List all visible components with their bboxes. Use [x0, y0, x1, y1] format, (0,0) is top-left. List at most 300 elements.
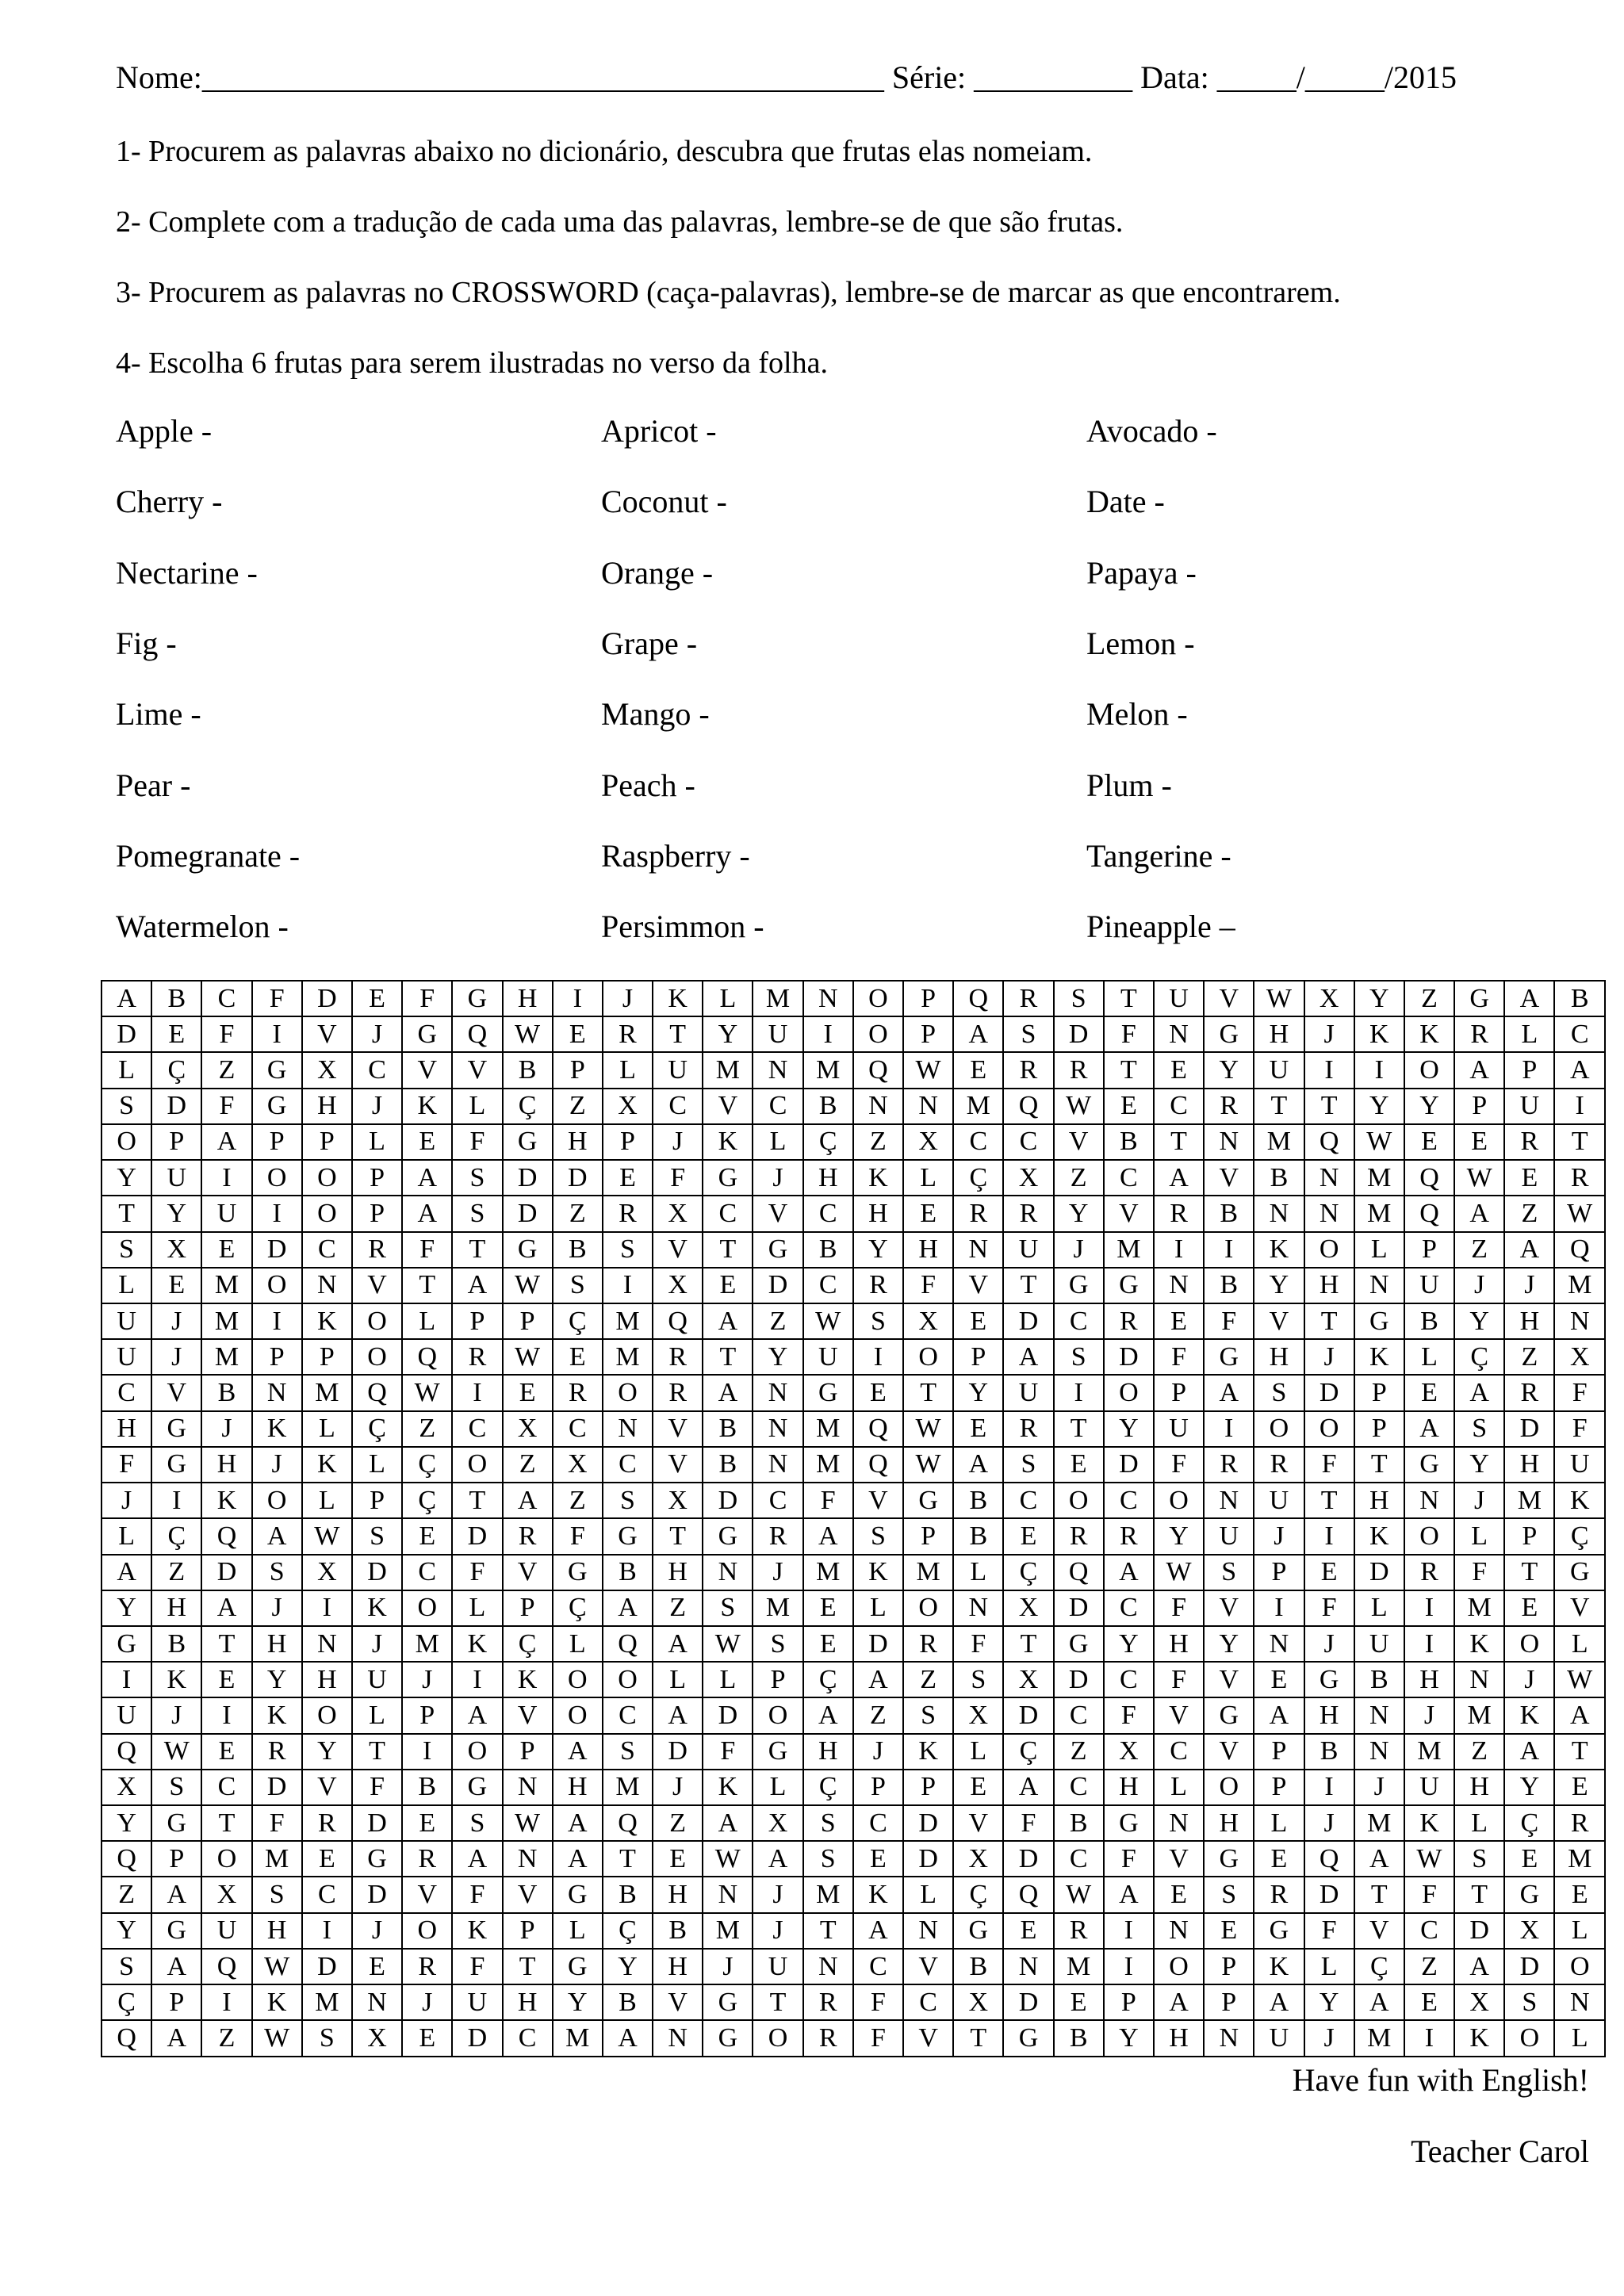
grid-cell: G — [1104, 1268, 1154, 1303]
grid-cell: H — [553, 1770, 603, 1805]
grid-cell: W — [503, 1339, 553, 1375]
grid-cell: H — [1254, 1016, 1304, 1052]
grid-cell: X — [1003, 1160, 1053, 1196]
instruction-4: 4- Escolha 6 frutas para serem ilustradas no verso da folha. — [116, 346, 828, 380]
grid-cell: C — [1104, 1160, 1154, 1196]
grid-cell: R — [1054, 1913, 1104, 1949]
grid-cell: B — [803, 1232, 853, 1268]
grid-cell: Ç — [102, 1984, 151, 2020]
grid-cell: L — [402, 1303, 452, 1339]
grid-cell: H — [1204, 1805, 1254, 1841]
grid-cell: J — [753, 1877, 802, 1912]
grid-cell: N — [1154, 1805, 1204, 1841]
grid-cell: E — [553, 1339, 603, 1375]
grid-cell: P — [402, 1697, 452, 1733]
grid-cell: F — [452, 1124, 502, 1160]
grid-cell: F — [853, 1984, 903, 2020]
grid-cell: I — [302, 1590, 352, 1626]
fruit-entry: Pear - — [116, 767, 191, 803]
grid-cell: U — [753, 1949, 802, 1984]
grid-cell: G — [1104, 1805, 1154, 1841]
grid-cell: L — [853, 1590, 903, 1626]
grid-cell: C — [1554, 1016, 1605, 1052]
grid-cell: Q — [1054, 1555, 1104, 1590]
grid-cell: I — [252, 1196, 302, 1231]
grid-cell: B — [1104, 1124, 1154, 1160]
grid-cell: V — [653, 1447, 703, 1483]
grid-cell: X — [1003, 1662, 1053, 1697]
grid-row — [102, 1124, 1605, 1160]
grid-row — [102, 1518, 1605, 1554]
grid-cell: N — [803, 981, 853, 1016]
fruit-entry: Raspberry - — [601, 838, 750, 874]
footer-fun: Have fun with English! — [1292, 2062, 1589, 2098]
grid-cell: F — [402, 1232, 452, 1268]
grid-cell: R — [653, 1375, 703, 1410]
grid-cell: N — [352, 1984, 402, 2020]
grid-cell: X — [553, 1447, 603, 1483]
grid-cell: P — [1254, 1555, 1304, 1590]
grid-cell: N — [503, 1770, 553, 1805]
grid-cell: Q — [352, 1375, 402, 1410]
grid-cell: E — [803, 1590, 853, 1626]
grid-cell: L — [953, 1734, 1003, 1770]
grid-cell: W — [903, 1447, 953, 1483]
grid-cell: W — [302, 1518, 352, 1554]
grid-cell: X — [903, 1303, 953, 1339]
grid-row — [102, 1805, 1605, 1841]
grid-cell: N — [1354, 1268, 1404, 1303]
grid-cell: O — [352, 1303, 402, 1339]
instruction-3: 3- Procurem as palavras no CROSSWORD (caça-palavras), lembre-se de marcar as que encontrarem. — [116, 276, 1341, 309]
grid-cell: M — [553, 2020, 603, 2057]
grid-cell: E — [1154, 1877, 1204, 1912]
grid-cell: A — [1104, 1555, 1154, 1590]
grid-cell: Y — [703, 1016, 753, 1052]
grid-cell: E — [903, 1196, 953, 1231]
grid-cell: C — [302, 1877, 352, 1912]
grid-cell: R — [1504, 1375, 1554, 1410]
grid-cell: G — [553, 1555, 603, 1590]
grid-cell: O — [1554, 1949, 1605, 1984]
grid-cell: N — [903, 1913, 953, 1949]
fruit-entry: Lime - — [116, 696, 201, 732]
grid-cell: A — [1504, 981, 1554, 1016]
grid-cell: X — [953, 1841, 1003, 1877]
grid-cell: X — [151, 1232, 201, 1268]
grid-cell: O — [753, 1697, 802, 1733]
grid-cell: E — [201, 1662, 251, 1697]
grid-cell: Z — [1504, 1196, 1554, 1231]
grid-cell: T — [1104, 981, 1154, 1016]
grid-cell: Ç — [603, 1913, 653, 1949]
grid-cell: F — [1554, 1375, 1605, 1410]
grid-cell: I — [302, 1913, 352, 1949]
grid-cell: X — [1554, 1339, 1605, 1375]
grid-cell: H — [1404, 1662, 1454, 1697]
grid-cell: V — [953, 1805, 1003, 1841]
grid-cell: F — [1154, 1447, 1204, 1483]
grid-cell: D — [703, 1697, 753, 1733]
grid-cell: H — [102, 1411, 151, 1447]
grid-cell: Y — [1454, 1303, 1504, 1339]
grid-cell: R — [1404, 1555, 1454, 1590]
grid-cell: V — [753, 1196, 802, 1231]
grid-cell: Q — [653, 1303, 703, 1339]
grid-cell: G — [1254, 1913, 1304, 1949]
grid-cell: C — [803, 1268, 853, 1303]
grid-cell: S — [853, 1303, 903, 1339]
grid-cell: Ç — [151, 1052, 201, 1088]
grid-cell: E — [953, 1411, 1003, 1447]
grid-cell: T — [703, 1339, 753, 1375]
grid-cell: O — [1154, 1483, 1204, 1518]
grid-cell: Z — [151, 1555, 201, 1590]
grid-cell: B — [1554, 981, 1605, 1016]
grid-cell: G — [703, 2020, 753, 2057]
grid-cell: R — [1504, 1124, 1554, 1160]
grid-cell: R — [1104, 1303, 1154, 1339]
grid-cell: A — [1454, 1052, 1504, 1088]
grid-cell: W — [803, 1303, 853, 1339]
grid-cell: V — [402, 1877, 452, 1912]
grid-cell: R — [1554, 1160, 1605, 1196]
grid-cell: D — [1304, 1877, 1354, 1912]
grid-cell: H — [151, 1590, 201, 1626]
grid-cell: Y — [1054, 1196, 1104, 1231]
grid-cell: E — [201, 1734, 251, 1770]
fruit-entry: Apple - — [116, 413, 213, 449]
grid-cell: I — [1204, 1411, 1254, 1447]
grid-cell: G — [1054, 1268, 1104, 1303]
grid-cell: M — [1354, 1160, 1404, 1196]
grid-cell: M — [1554, 1841, 1605, 1877]
grid-cell: X — [201, 1877, 251, 1912]
grid-cell: R — [553, 1375, 603, 1410]
grid-cell: U — [102, 1303, 151, 1339]
grid-cell: A — [803, 1697, 853, 1733]
grid-cell: G — [703, 1160, 753, 1196]
grid-cell: X — [1003, 1590, 1053, 1626]
grid-cell: S — [1204, 1555, 1254, 1590]
grid-cell: Ç — [503, 1089, 553, 1124]
grid-cell: I — [201, 1697, 251, 1733]
grid-cell: P — [903, 981, 953, 1016]
grid-cell: Z — [903, 1662, 953, 1697]
grid-cell: P — [1204, 1949, 1254, 1984]
grid-cell: D — [1304, 1375, 1354, 1410]
grid-cell: F — [1104, 1841, 1154, 1877]
grid-cell: V — [1354, 1913, 1404, 1949]
grid-cell: R — [603, 1196, 653, 1231]
fruit-entry: Fig - — [116, 626, 177, 661]
grid-cell: G — [603, 1518, 653, 1554]
grid-cell: G — [1454, 981, 1504, 1016]
grid-cell: D — [1054, 1590, 1104, 1626]
grid-cell: C — [201, 1770, 251, 1805]
grid-cell: V — [853, 1483, 903, 1518]
fruit-entry: Nectarine - — [116, 555, 258, 591]
grid-cell: C — [653, 1089, 703, 1124]
grid-cell: A — [1154, 1984, 1204, 2020]
grid-cell: N — [1404, 1483, 1454, 1518]
grid-cell: L — [953, 1555, 1003, 1590]
grid-cell: N — [1003, 1949, 1053, 1984]
fruit-entry: Avocado - — [1086, 413, 1217, 449]
grid-cell: Q — [201, 1949, 251, 1984]
grid-cell: J — [352, 1089, 402, 1124]
grid-cell: X — [102, 1770, 151, 1805]
grid-cell: D — [352, 1555, 402, 1590]
grid-cell: W — [1454, 1160, 1504, 1196]
grid-cell: P — [903, 1518, 953, 1554]
grid-cell: G — [753, 1232, 802, 1268]
grid-cell: G — [151, 1411, 201, 1447]
grid-cell: A — [1204, 1375, 1254, 1410]
grid-cell: J — [853, 1734, 903, 1770]
grid-cell: D — [1054, 1016, 1104, 1052]
grid-cell: A — [553, 1841, 603, 1877]
grid-cell: D — [503, 1160, 553, 1196]
grid-cell: U — [1404, 1268, 1454, 1303]
grid-cell: Z — [201, 1052, 251, 1088]
grid-cell: I — [603, 1268, 653, 1303]
grid-cell: T — [903, 1375, 953, 1410]
grid-cell: U — [151, 1160, 201, 1196]
grid-cell: E — [1204, 1913, 1254, 1949]
grid-cell: B — [653, 1913, 703, 1949]
grid-cell: Z — [1504, 1339, 1554, 1375]
grid-cell: N — [1154, 1913, 1204, 1949]
grid-cell: Y — [102, 1160, 151, 1196]
grid-cell: T — [703, 1232, 753, 1268]
grid-cell: S — [1003, 1016, 1053, 1052]
grid-cell: S — [603, 1232, 653, 1268]
grid-cell: N — [603, 1411, 653, 1447]
grid-cell: I — [402, 1734, 452, 1770]
grid-cell: P — [1404, 1232, 1454, 1268]
grid-row — [102, 1447, 1605, 1483]
grid-cell: A — [402, 1160, 452, 1196]
grid-cell: X — [953, 1984, 1003, 2020]
grid-cell: M — [201, 1339, 251, 1375]
grid-cell: N — [653, 2020, 703, 2057]
grid-cell: S — [352, 1518, 402, 1554]
grid-cell: E — [352, 1949, 402, 1984]
grid-cell: N — [1454, 1662, 1504, 1697]
grid-cell: Y — [1104, 2020, 1154, 2057]
grid-cell: A — [1254, 1984, 1304, 2020]
grid-cell: L — [653, 1662, 703, 1697]
grid-cell: H — [853, 1196, 903, 1231]
grid-cell: M — [252, 1841, 302, 1877]
grid-cell: D — [452, 1518, 502, 1554]
grid-cell: K — [903, 1734, 953, 1770]
grid-cell: P — [252, 1124, 302, 1160]
grid-cell: Y — [1504, 1770, 1554, 1805]
grid-cell: G — [1054, 1626, 1104, 1662]
grid-cell: W — [151, 1734, 201, 1770]
fruit-entry: Pomegranate - — [116, 838, 301, 874]
grid-cell: M — [953, 1089, 1003, 1124]
grid-cell: V — [653, 1232, 703, 1268]
grid-cell: M — [201, 1303, 251, 1339]
grid-cell: Ç — [803, 1770, 853, 1805]
grid-cell: R — [1254, 1877, 1304, 1912]
grid-cell: E — [853, 1375, 903, 1410]
grid-cell: Z — [201, 2020, 251, 2057]
grid-cell: B — [201, 1375, 251, 1410]
grid-cell: Ç — [1003, 1555, 1053, 1590]
grid-cell: L — [102, 1052, 151, 1088]
grid-cell: I — [1404, 2020, 1454, 2057]
grid-cell: O — [1254, 1411, 1304, 1447]
grid-cell: R — [1254, 1447, 1304, 1483]
fruit-entry: Orange - — [601, 555, 714, 591]
grid-cell: O — [102, 1124, 151, 1160]
grid-cell: I — [1204, 1232, 1254, 1268]
grid-cell: R — [1003, 1052, 1053, 1088]
grid-cell: Z — [1054, 1734, 1104, 1770]
grid-cell: A — [1254, 1697, 1304, 1733]
grid-cell: H — [1154, 1626, 1204, 1662]
grid-cell: G — [1404, 1447, 1454, 1483]
grid-row — [102, 1913, 1605, 1949]
grid-cell: A — [452, 1268, 502, 1303]
grid-cell: W — [252, 2020, 302, 2057]
grid-cell: V — [302, 1770, 352, 1805]
grid-cell: Q — [853, 1052, 903, 1088]
grid-cell: Q — [102, 1734, 151, 1770]
grid-cell: E — [603, 1160, 653, 1196]
grid-cell: Y — [1204, 1626, 1254, 1662]
grid-cell: K — [1554, 1483, 1605, 1518]
grid-cell: O — [252, 1268, 302, 1303]
grid-cell: S — [1054, 981, 1104, 1016]
fruit-entry: Tangerine - — [1086, 838, 1231, 874]
footer-teacher: Teacher Carol — [1411, 2133, 1589, 2169]
grid-cell: M — [402, 1626, 452, 1662]
grid-cell: Q — [853, 1447, 903, 1483]
grid-cell: X — [603, 1089, 653, 1124]
grid-cell: L — [452, 1089, 502, 1124]
grid-cell: R — [853, 1268, 903, 1303]
grid-cell: K — [452, 1626, 502, 1662]
grid-cell: Y — [302, 1734, 352, 1770]
grid-cell: N — [753, 1375, 802, 1410]
grid-cell: V — [1154, 1841, 1204, 1877]
grid-cell: X — [302, 1555, 352, 1590]
grid-cell: M — [1054, 1949, 1104, 1984]
grid-cell: H — [302, 1089, 352, 1124]
grid-cell: G — [1304, 1662, 1354, 1697]
grid-cell: C — [1054, 1303, 1104, 1339]
grid-cell: J — [1054, 1232, 1104, 1268]
grid-cell: N — [753, 1411, 802, 1447]
grid-cell: A — [653, 1697, 703, 1733]
grid-cell: O — [1104, 1375, 1154, 1410]
grid-cell: K — [1254, 1949, 1304, 1984]
grid-cell: I — [1104, 1949, 1154, 1984]
grid-cell: Z — [1404, 1949, 1454, 1984]
grid-cell: T — [1554, 1734, 1605, 1770]
grid-cell: G — [503, 1232, 553, 1268]
grid-cell: W — [252, 1949, 302, 1984]
grid-cell: G — [252, 1052, 302, 1088]
grid-cell: R — [1054, 1052, 1104, 1088]
grid-cell: R — [1003, 981, 1053, 1016]
grid-row — [102, 1626, 1605, 1662]
grid-cell: Y — [603, 1949, 653, 1984]
grid-cell: A — [953, 1447, 1003, 1483]
grid-cell: N — [903, 1089, 953, 1124]
grid-row — [102, 1160, 1605, 1196]
fruit-entry: Papaya - — [1086, 555, 1197, 591]
grid-cell: N — [1554, 1303, 1605, 1339]
grid-cell: O — [553, 1662, 603, 1697]
grid-cell: P — [1504, 1518, 1554, 1554]
grid-cell: A — [1003, 1339, 1053, 1375]
grid-cell: J — [1304, 1626, 1354, 1662]
grid-cell: Q — [1003, 1877, 1053, 1912]
grid-cell: K — [302, 1303, 352, 1339]
grid-cell: I — [201, 1984, 251, 2020]
grid-cell: J — [1304, 1805, 1354, 1841]
grid-row — [102, 1590, 1605, 1626]
grid-cell: G — [1204, 1339, 1254, 1375]
grid-cell: K — [151, 1662, 201, 1697]
grid-cell: X — [302, 1052, 352, 1088]
grid-cell: E — [1104, 1089, 1154, 1124]
grid-cell: R — [352, 1232, 402, 1268]
grid-cell: A — [252, 1518, 302, 1554]
grid-cell: S — [102, 1232, 151, 1268]
grid-cell: C — [903, 1984, 953, 2020]
grid-cell: H — [803, 1734, 853, 1770]
grid-cell: Q — [1404, 1160, 1454, 1196]
grid-cell: I — [452, 1662, 502, 1697]
fruit-entry: Grape - — [601, 626, 698, 661]
grid-cell: A — [102, 981, 151, 1016]
grid-cell: C — [1003, 1124, 1053, 1160]
grid-cell: E — [1454, 1124, 1504, 1160]
grid-row — [102, 1268, 1605, 1303]
grid-cell: D — [1504, 1411, 1554, 1447]
grid-cell: F — [1304, 1913, 1354, 1949]
grid-cell: S — [903, 1697, 953, 1733]
grid-cell: E — [201, 1232, 251, 1268]
fruit-entry: Coconut - — [601, 484, 727, 519]
grid-cell: R — [803, 1984, 853, 2020]
grid-cell: Ç — [1354, 1949, 1404, 1984]
grid-cell: X — [1104, 1734, 1154, 1770]
grid-cell: J — [1304, 1339, 1354, 1375]
grid-cell: X — [653, 1483, 703, 1518]
grid-cell: T — [653, 1518, 703, 1554]
grid-cell: Ç — [803, 1124, 853, 1160]
grid-cell: F — [252, 1805, 302, 1841]
grid-cell: S — [1054, 1339, 1104, 1375]
grid-cell: J — [1304, 2020, 1354, 2057]
grid-cell: Q — [452, 1016, 502, 1052]
grid-cell: N — [1554, 1984, 1605, 2020]
grid-cell: O — [452, 1447, 502, 1483]
grid-cell: Q — [1304, 1841, 1354, 1877]
grid-cell: H — [1454, 1770, 1504, 1805]
grid-cell: O — [201, 1841, 251, 1877]
grid-cell: P — [352, 1196, 402, 1231]
grid-cell: N — [753, 1447, 802, 1483]
